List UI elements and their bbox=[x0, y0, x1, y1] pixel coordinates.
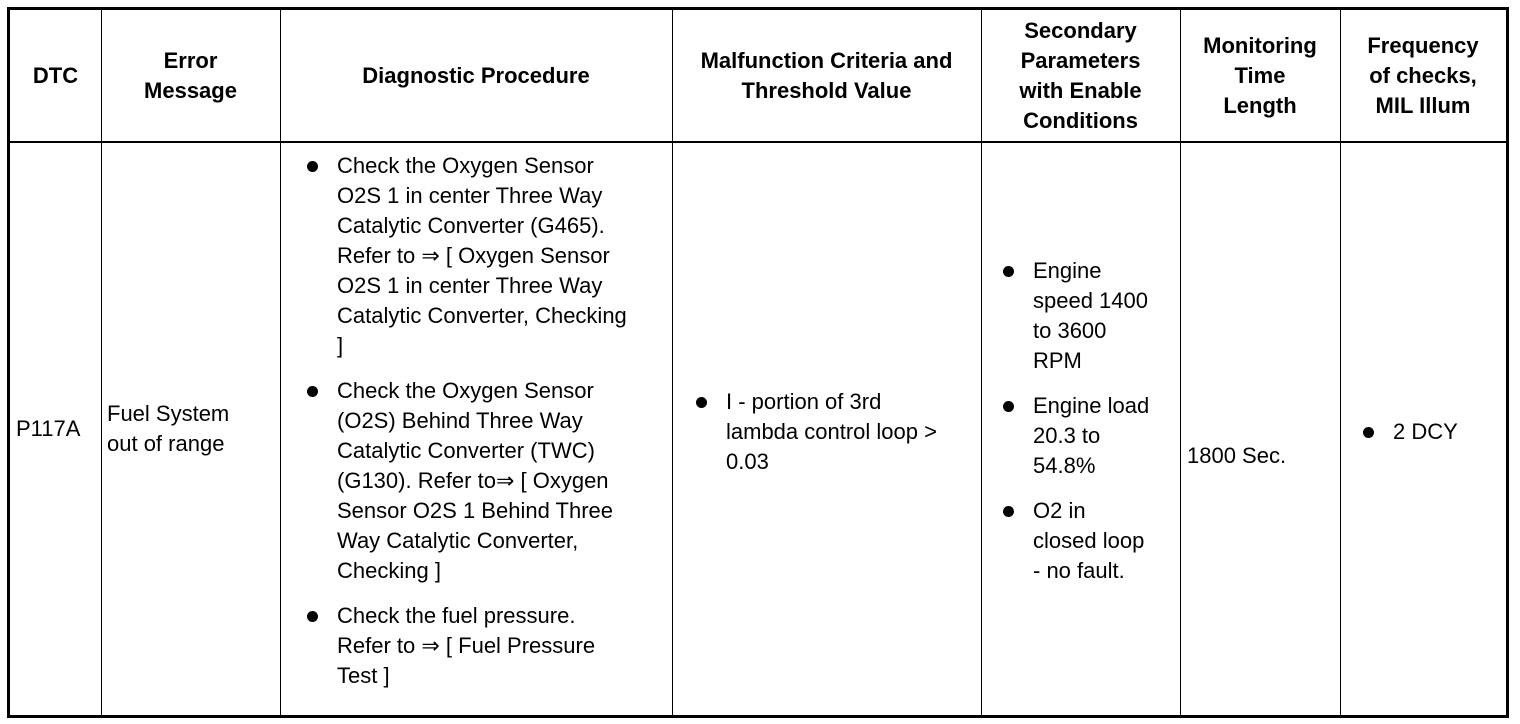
list-item: Check the fuel pressure. Refer to ⇒ [ Fuel Pressure Test ] bbox=[307, 601, 672, 691]
secondary-list bbox=[1003, 256, 1180, 586]
list-item: Check the Oxygen Sensor O2S 1 in center Three Way Catalytic Converter (G465). Refer to ⇒ [ Oxygen Sensor O2S 1 in center Three Way Catalytic Converter, Checking ] bbox=[307, 151, 672, 361]
list-item: I - portion of 3rd lambda control loop > 0.03 bbox=[696, 387, 981, 477]
header-dtc: DTC bbox=[32, 62, 79, 88]
dtc-table bbox=[7, 7, 1509, 718]
header-frequency: Frequency of checks, MIL Illum bbox=[1367, 32, 1479, 118]
list-item: Engine speed 1400 to 3600 RPM bbox=[1003, 256, 1180, 376]
list-item: Engine load 20.3 to 54.8% bbox=[1003, 391, 1180, 481]
header-error-message: Error Message bbox=[144, 47, 237, 103]
cell-frequency bbox=[1340, 143, 1506, 715]
header-diagnostic-procedure: Diagnostic Procedure bbox=[362, 62, 590, 88]
cell-secondary-parameters bbox=[981, 143, 1180, 715]
frequency-list bbox=[1363, 417, 1506, 447]
procedure-list bbox=[307, 151, 672, 691]
malfunction-list bbox=[696, 387, 981, 477]
cell-dtc: P117A bbox=[16, 416, 81, 441]
list-item: 2 DCY bbox=[1363, 417, 1506, 447]
cell-monitoring-time: 1800 Sec. bbox=[1187, 443, 1287, 468]
cell-error-message: Fuel System out of range bbox=[107, 401, 230, 456]
list-item: O2 in closed loop - no fault. bbox=[1003, 496, 1180, 586]
cell-diagnostic-procedure bbox=[280, 143, 672, 715]
header-monitoring-time: Monitoring Time Length bbox=[1203, 32, 1317, 118]
list-item: Check the Oxygen Sensor (O2S) Behind Three Way Catalytic Converter (TWC) (G130). Refer to⇒ [ Oxygen Sensor O2S 1 Behind Three Way Catalytic Converter, Checking ] bbox=[307, 376, 672, 586]
header-secondary-parameters: Secondary Parameters with Enable Conditions bbox=[1019, 17, 1142, 133]
header-malfunction-criteria: Malfunction Criteria and Threshold Value bbox=[700, 47, 953, 103]
cell-malfunction-criteria bbox=[672, 143, 981, 715]
